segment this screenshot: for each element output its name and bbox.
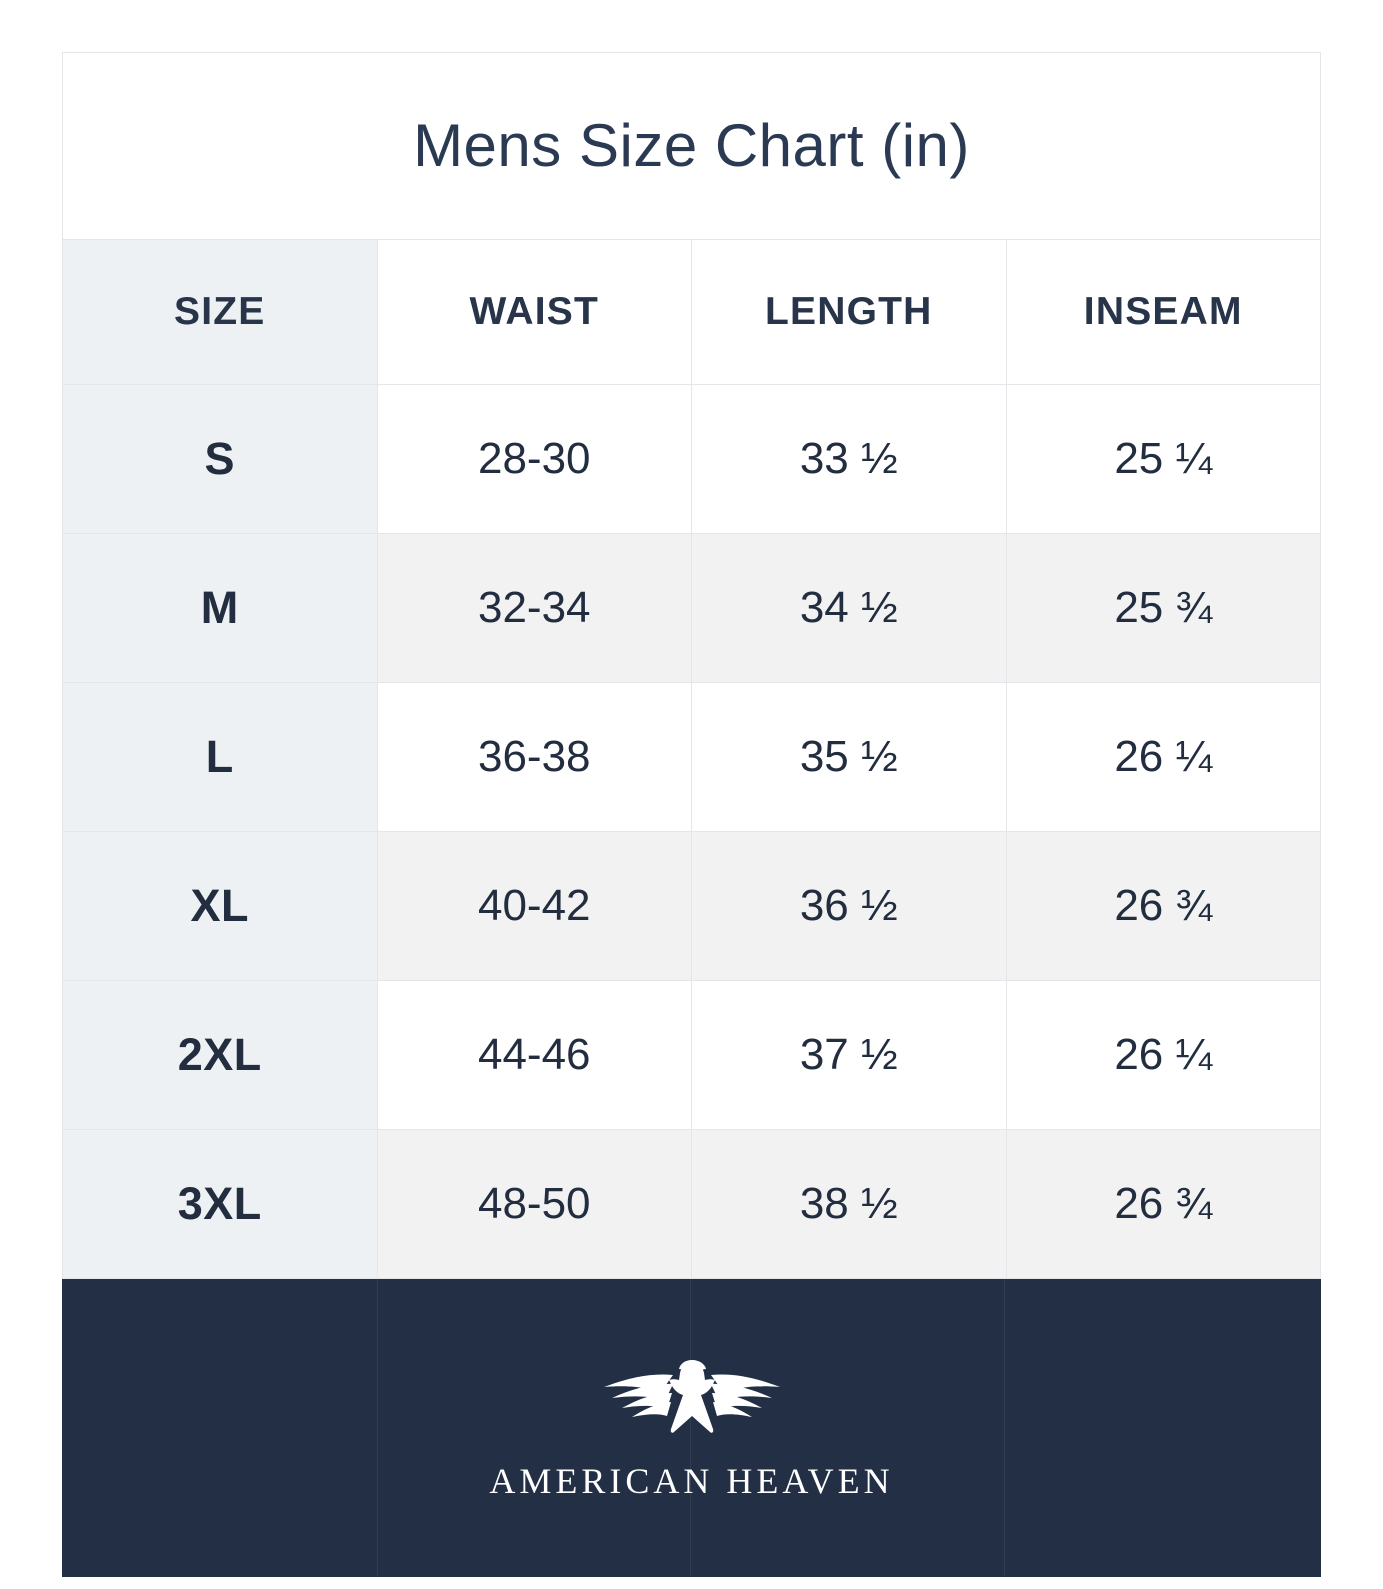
cell-size: 3XL [63, 1130, 378, 1279]
table-row [63, 832, 1321, 981]
table-row [63, 534, 1321, 683]
cell-size: M [63, 534, 378, 683]
cell-waist: 36-38 [377, 683, 692, 832]
cell-size: S [63, 385, 378, 534]
footer-column-divider [690, 1279, 691, 1577]
cell-length: 35 ½ [692, 683, 1007, 832]
footer-column-divider [377, 1279, 378, 1577]
brand-footer [62, 1279, 1321, 1577]
cell-length: 33 ½ [692, 385, 1007, 534]
cell-waist: 32-34 [377, 534, 692, 683]
cell-size: 2XL [63, 981, 378, 1130]
column-header-length: LENGTH [692, 240, 1007, 385]
title-row [63, 53, 1321, 240]
size-chart-table [62, 52, 1321, 1279]
cell-size: L [63, 683, 378, 832]
cell-length: 37 ½ [692, 981, 1007, 1130]
table-row [63, 385, 1321, 534]
cell-inseam: 26 ¼ [1006, 981, 1321, 1130]
column-header-waist: WAIST [377, 240, 692, 385]
column-header-size: SIZE [63, 240, 378, 385]
cell-waist: 48-50 [377, 1130, 692, 1279]
cell-inseam: 26 ¾ [1006, 1130, 1321, 1279]
cell-length: 38 ½ [692, 1130, 1007, 1279]
brand-name: AMERICAN HEAVEN [489, 1460, 894, 1501]
cell-waist: 44-46 [377, 981, 692, 1130]
table-row [63, 683, 1321, 832]
cell-inseam: 25 ¾ [1006, 534, 1321, 683]
eagle-logo-icon [542, 1355, 842, 1452]
cell-inseam: 25 ¼ [1006, 385, 1321, 534]
page-title: Mens Size Chart (in) [413, 112, 970, 179]
cell-length: 36 ½ [692, 832, 1007, 981]
footer-column-divider [1004, 1279, 1005, 1577]
chart-title-cell [63, 53, 1321, 240]
cell-inseam: 26 ¾ [1006, 832, 1321, 981]
cell-size: XL [63, 832, 378, 981]
cell-length: 34 ½ [692, 534, 1007, 683]
column-header-inseam: INSEAM [1006, 240, 1321, 385]
cell-waist: 28-30 [377, 385, 692, 534]
table-row [63, 1130, 1321, 1279]
cell-waist: 40-42 [377, 832, 692, 981]
table-row [63, 981, 1321, 1130]
header-row [63, 240, 1321, 385]
cell-inseam: 26 ¼ [1006, 683, 1321, 832]
